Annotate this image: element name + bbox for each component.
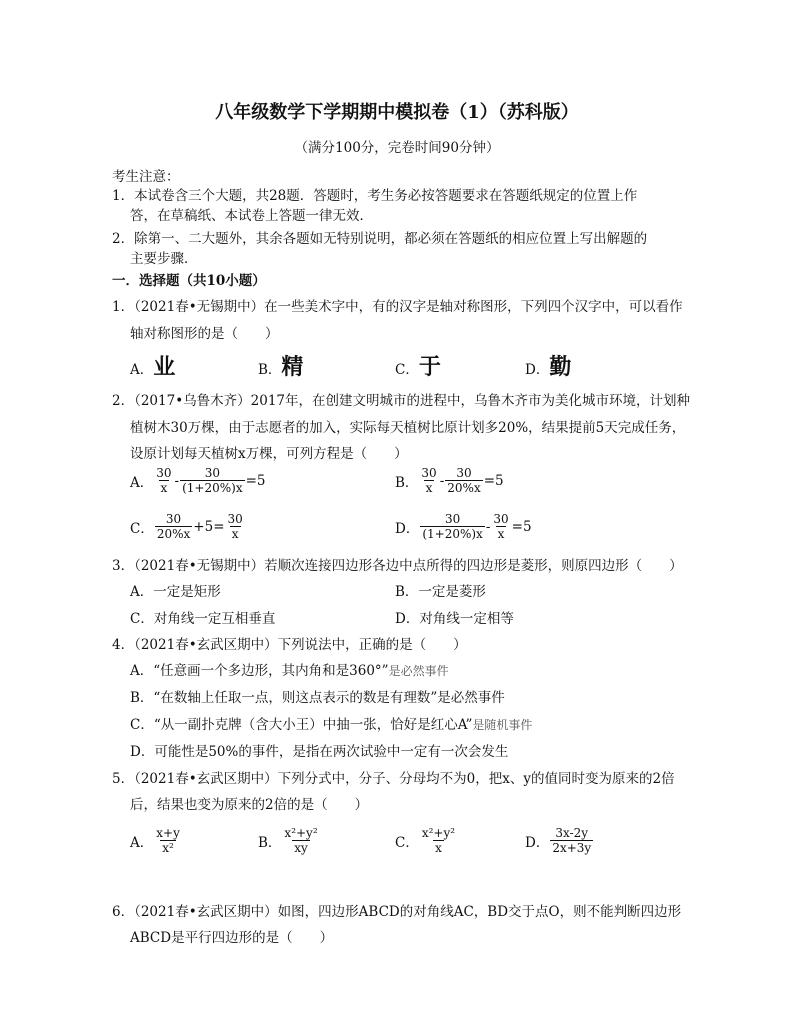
q1-stem-1: 1．（2021春•无锡期中）在一些美术字中，有的汉字是轴对称图形，下列四个汉字中，可以看作: [112, 299, 683, 315]
page-subtitle: （满分100分，完卷时间90分钟）: [294, 140, 500, 156]
q6-stem-1: 6．（2021春•玄武区期中）如图，四边形ABCD的对角线AC，BD交于点O，则不能判断四边形: [112, 904, 682, 920]
q5-option-d: D． $\frac{3x-2y}{2x+3y}$: [525, 826, 592, 855]
q3-option-c: C．对角线一定互相垂直: [130, 611, 276, 627]
q2-option-d: D． $\frac{30}{(1+20\%)x}$ - $\frac{30}{x}$ =5: [395, 512, 532, 541]
q6-stem-2: ABCD是平行四边形的是（ ）: [130, 930, 334, 946]
q1-option-b: B．精: [258, 354, 304, 380]
page-title: 八年级数学下学期期中模拟卷（1）（苏科版）: [215, 102, 579, 123]
q1-option-c: C．于: [395, 354, 441, 380]
q5-option-c: C． $\frac{\text{x²+y²}}{x}$: [395, 826, 456, 855]
q4-stem: 4．（2021春•玄武区期中）下列说法中，正确的是（ ）: [112, 637, 467, 653]
q2-stem-3: 设原计划每天植树x万棵，可列方程是（ ）: [130, 446, 408, 462]
q3-option-d: D．对角线一定相等: [395, 611, 514, 627]
q2-option-c: C． $\frac{30}{20\%x}$ +5= $\frac{30}{x}$: [130, 512, 243, 541]
section-heading: 一．选择题（共10小题）: [112, 273, 266, 289]
notice-line-1b: 答，在草稿纸、本试卷上答题一律无效．: [130, 208, 373, 224]
q2-stem-2: 植树木30万棵，由于志愿者的加入，实际每天植树比原计划多20%，结果提前5天完成任务，: [130, 420, 686, 436]
q2-option-b: B． $\frac{30}{x}$ - $\frac{30}{20\%x}$ =5: [395, 466, 504, 495]
notice-heading: 考生注意：: [112, 169, 180, 185]
q4-option-c: C．“从一副扑克牌（含大小王）中抽一张，恰好是红心A”是随机事件: [130, 717, 533, 733]
q5-stem-2: 后，结果也变为原来的2倍的是（ ）: [130, 797, 369, 813]
q1-stem-2: 轴对称图形的是（ ）: [130, 326, 279, 342]
notice-line-2b: 主要步骤．: [130, 251, 198, 267]
q3-option-a: A．一定是矩形: [130, 584, 221, 600]
notice-line-2a: 2．除第一、二大题外，其余各题如无特别说明，都必须在答题纸的相应位置上写出解题的: [112, 231, 648, 247]
q4-option-a: A．“任意画一个多边形，其内角和是360°”是必然事件: [130, 663, 449, 679]
q5-option-a: A． $\frac{x+y}{\text{x²}}$: [130, 826, 180, 855]
q1-option-a: A．业: [130, 354, 176, 380]
q3-stem: 3．（2021春•无锡期中）若顺次连接四边形各边中点所得的四边形是菱形，则原四边形（ ）: [112, 558, 683, 574]
q2-option-a: A． $\frac{30}{x}$ - $\frac{30}{(1+20\%)x}$ =5: [130, 466, 266, 495]
q5-stem-1: 5．（2021春•玄武区期中）下列分式中，分子、分母均不为0，把x、y的值同时变为原来的2倍: [112, 771, 675, 787]
q4-option-b: B．“在数轴上任取一点，则这点表示的数是有理数”是必然事件: [130, 690, 505, 706]
q1-option-d: D．勤: [525, 354, 572, 380]
q4-option-d: D．可能性是50%的事件，是指在两次试验中一定有一次会发生: [130, 744, 509, 760]
q3-option-b: B．一定是菱形: [395, 584, 486, 600]
notice-line-1a: 1．本试卷含三个大题，共28题．答题时，考生务必按答题要求在答题纸规定的位置上作: [112, 188, 638, 204]
q5-option-b: B． $\frac{\text{x²+y²}}{xy}$: [258, 826, 318, 855]
q2-stem-1: 2．（2017•乌鲁木齐）2017年，在创建文明城市的进程中，乌鲁木齐市为美化城市环境，计划种: [112, 393, 691, 409]
